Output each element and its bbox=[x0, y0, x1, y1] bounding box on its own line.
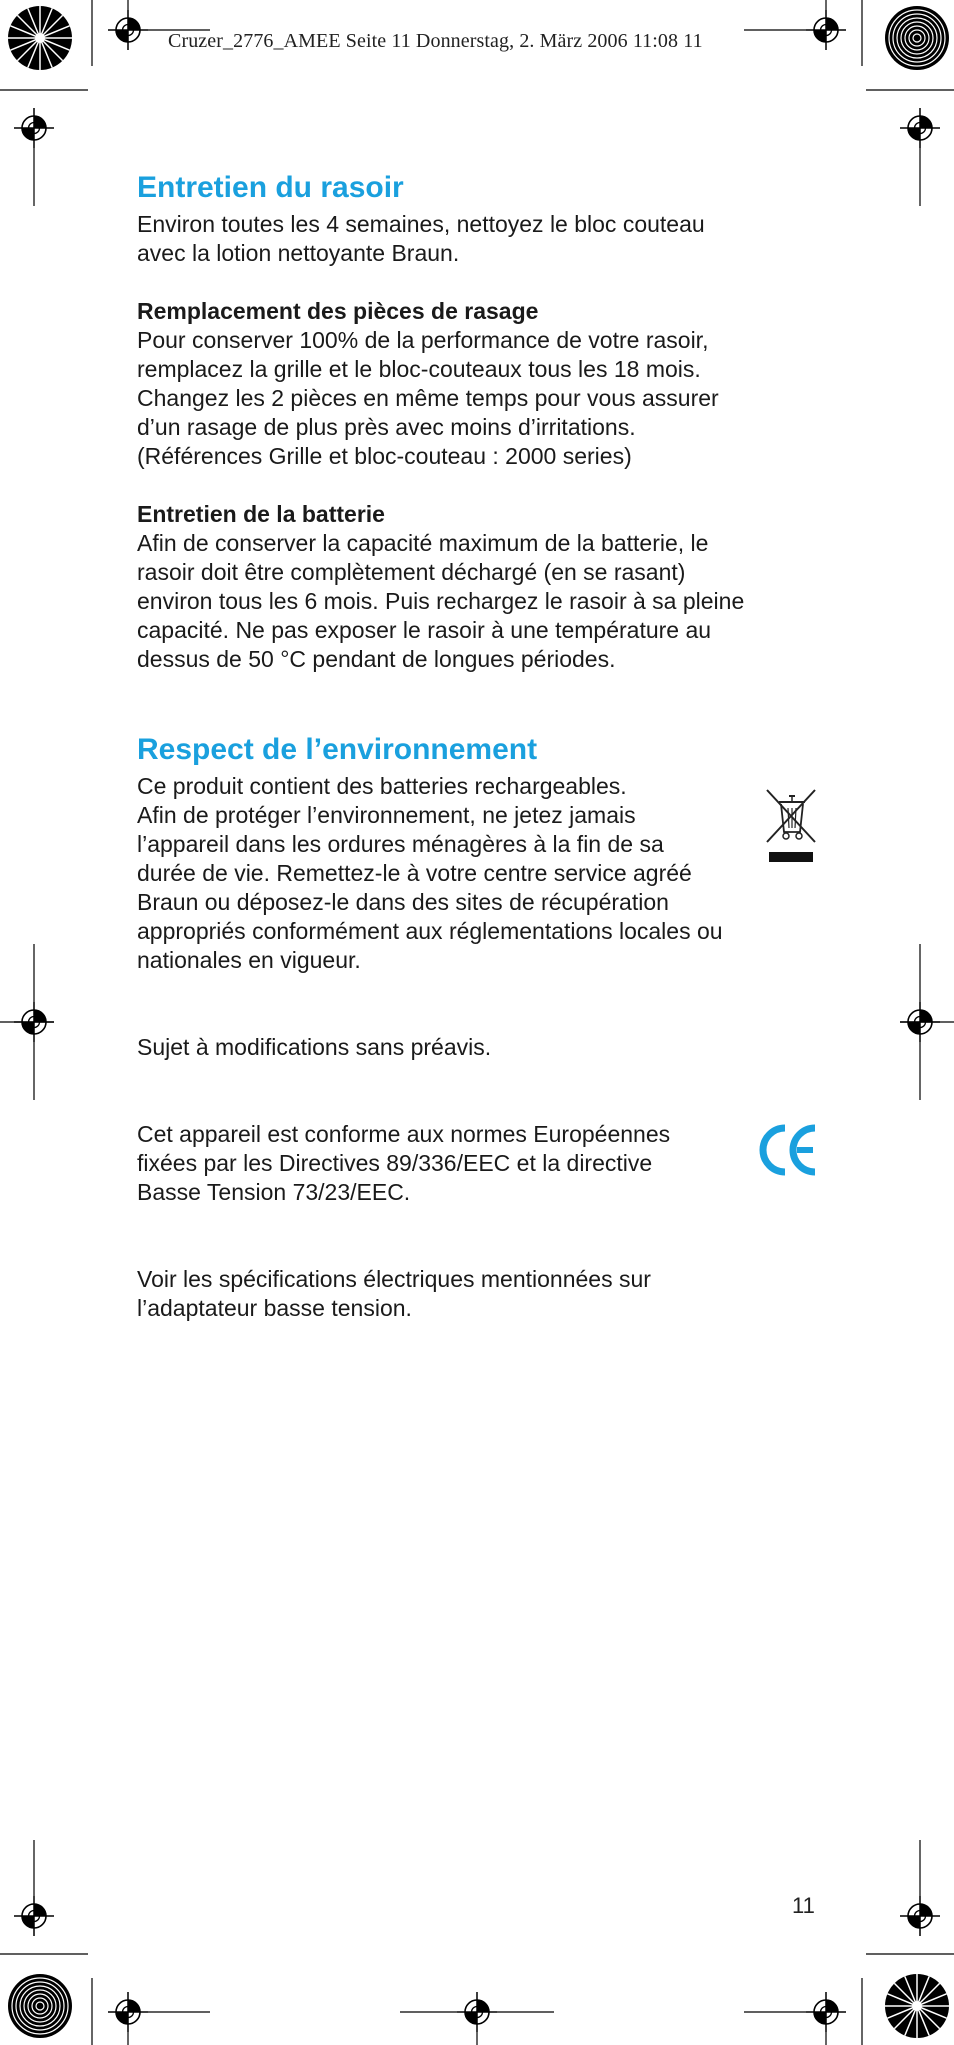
environment-block bbox=[137, 772, 817, 975]
print-slug: Cruzer_2776_AMEE Seite 11 Donnerstag, 2. März 2006 11:08 11 bbox=[168, 30, 703, 52]
replacement-heading: Remplacement des pièces de rasage bbox=[137, 298, 539, 324]
ce-mark-icon bbox=[757, 1122, 819, 1178]
crossed-out-wheelie-bin-icon bbox=[763, 786, 819, 864]
environment-title: Respect de l’environnement bbox=[137, 733, 538, 766]
maintenance-intro: Environ toutes les 4 semaines, nettoyez le bloc couteau avec la lotion nettoyante Braun. bbox=[137, 211, 705, 266]
notice-text: Sujet à modifications sans préavis. bbox=[137, 1034, 492, 1060]
page-number: 11 bbox=[792, 1893, 815, 1918]
maintenance-title: Entretien du rasoir bbox=[137, 171, 404, 204]
battery-text: Afin de conserver la capacité maximum de la batterie, le rasoir doit être complètement déchargé (en se rasant) environ tous les 6 mois. Puis rechargez le rasoir à sa pleine capacité. Ne pas exposer le rasoir à une température au dessus de 50 °C pendant de longues périodes. bbox=[137, 530, 745, 672]
replacement-text: Pour conserver 100% de la performance de votre rasoir, remplacez la grille et le bloc-couteaux tous les 18 mois. Changez les 2 pièces en même temps pour vous assurer d’un rasage de plus près avec moins d’irritations. (Références Grille et bloc-couteau : 2000 series) bbox=[137, 327, 719, 469]
environment-text: Ce produit contient des batteries rechargeables. Afin de protéger l’environnement, ne jetez jamais l’appareil dans les ordures ménagères à la fin de sa durée de vie. Remettez-le à votre centre service agréé Braun ou déposez-le dans des sites de récupération appropriés conformément aux réglementations locales ou nationales en vigueur. bbox=[137, 773, 723, 973]
battery-heading: Entretien de la batterie bbox=[137, 501, 385, 527]
specs-text: Voir les spécifications électriques mentionnées sur l’adaptateur basse tension. bbox=[137, 1266, 651, 1321]
page-content bbox=[137, 170, 817, 1323]
conformity-block bbox=[137, 1120, 817, 1207]
conformity-text: Cet appareil est conforme aux normes Européennes fixées par les Directives 89/336/EEC et la directive Basse Tension 73/23/EEC. bbox=[137, 1121, 671, 1205]
